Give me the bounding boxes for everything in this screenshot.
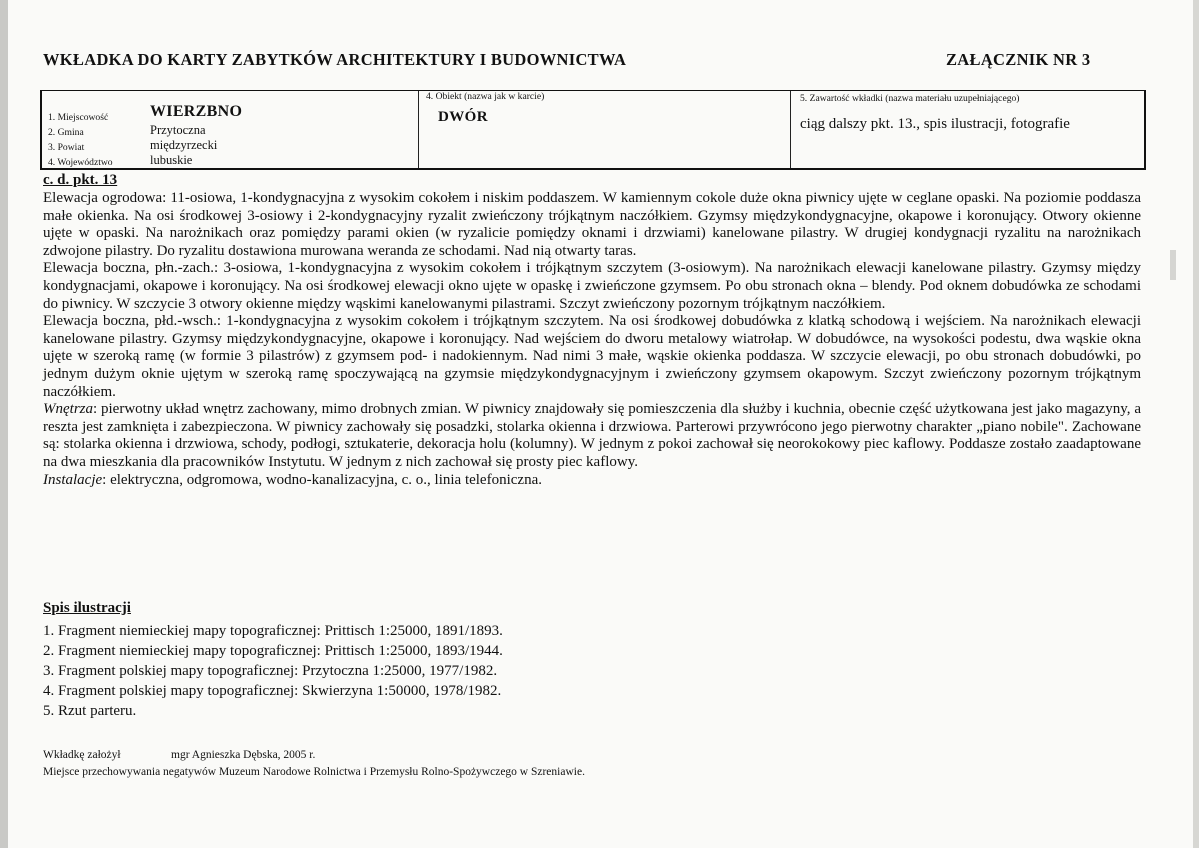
- illustrations-list: [43, 621, 503, 721]
- district-value: międzyrzecki: [150, 138, 218, 152]
- metadata-box: [40, 90, 1146, 170]
- paragraph-interiors: Wnętrza: pierwotny układ wnętrz zachowany, mimo drobnych zmian. W piwnicy znajdowały się pomieszczenia dla służby i kuchnia, obecnie część użytkowana jest jako magazyny, a reszta jest zamknięta i zabezpieczona. W piwnicy zachowały się posadzki, stolarka okienna i drzwiowa. Parterowi przywrócono jego pierwotny charakter „piano nobile". Zachowane są: stolarka okienna i drzwiowa, schody, podłogi, sztukaterie, dekoracja holu (kolumny). W jednym z pokoi zachował się neorokokowy piec kaflowy. Poddasze zostało zaadaptowane na dwa mieszkania dla pracowników Instytutu. W jednym z nich zachował się prosty piec kaflowy.: [43, 401, 1141, 470]
- author-value: mgr Agnieszka Dębska, 2005 r.: [171, 749, 316, 761]
- attachment-number: ZAŁĄCZNIK NR 3: [946, 50, 1091, 69]
- province-value: lubuskie: [150, 153, 193, 167]
- interiors-lead: Wnętrza: [43, 401, 93, 418]
- contents-value: ciąg dalszy pkt. 13., spis ilustracji, fotografie: [800, 116, 1070, 132]
- object-label: 4. Obiekt (nazwa jak w karcie): [426, 91, 545, 102]
- illustrations-heading: Spis ilustracji: [43, 600, 131, 616]
- list-item: 1. Fragment niemieckiej mapy topograficznej: Prittisch 1:25000, 1891/1893.: [43, 623, 503, 639]
- storage-line: Miejsce przechowywania negatywów Muzeum Narodowe Rolnictwa i Przemysłu Rolno-Spożywczego w Szreniawie.: [43, 766, 585, 778]
- paragraph-side-facade-se: Elewacja boczna, płd.-wsch.: 1-kondygnacyjna z wysokim cokołem i trójkątnym szczytem. Na osi środkowej dobudówka z klatką schodową i wejściem. Na narożnikach elewacji kanelowane pilastry. Gzymsy międzykondygnacyjne, okapowe i koronujący. Nad wejściem do dworu metalowy wiatrołap. W dobudówce, na wysokości podestu, dwa wąskie okna ujęte w szeroką ramę (w formie 3 pilastrów) z gzymsem pod- i nadokiennym. Nad nimi 3 małe, wąskie okienka poddasza. W szczycie elewacji, po obu stronach dobudówki, po jednym dużym oknie ujętym w szeroką ramę spoczywającą na gzymsie międzykondygnacyjnym i zwieńczony gzymsem okapowym. Szczyt zwieńczony pozornym trójkątnym naczółkiem.: [43, 313, 1141, 400]
- district-label: 3. Powiat: [48, 142, 85, 153]
- installations-lead: Instalacje: [43, 471, 103, 488]
- column-divider: [790, 91, 791, 168]
- author-line: [43, 749, 316, 761]
- description-body: [43, 190, 1141, 489]
- commune-label: 2. Gmina: [48, 127, 84, 138]
- province-label: 4. Województwo: [48, 157, 113, 168]
- section-heading: c. d. pkt. 13: [43, 172, 118, 188]
- commune-value: Przytoczna: [150, 123, 206, 137]
- list-item: 5. Rzut parteru.: [43, 703, 137, 719]
- list-item: 4. Fragment polskiej mapy topograficznej: Skwierzyna 1:50000, 1978/1982.: [43, 683, 502, 699]
- paragraph-installations: Instalacje: elektryczna, odgromowa, wodno-kanalizacyjna, c. o., linia telefoniczna.: [43, 471, 542, 488]
- list-item: 2. Fragment niemieckiej mapy topograficznej: Prittisch 1:25000, 1893/1944.: [43, 643, 503, 659]
- contents-label: 5. Zawartość wkładki (nazwa materiału uzupełniającego): [800, 93, 1020, 104]
- column-divider: [418, 91, 419, 168]
- list-item: 3. Fragment polskiej mapy topograficznej: Przytoczna 1:25000, 1977/1982.: [43, 663, 498, 679]
- object-value: DWÓR: [438, 109, 488, 125]
- paragraph-garden-facade: Elewacja ogrodowa: 11-osiowa, 1-kondygnacyjna z wysokim cokołem i niskim poddaszem. W kamiennym cokole duże okna piwnicy ujęte w ceglane opaski. Na poziomie poddasza małe okienka. Na osi środkowej 3-osiowy i 2-kondygnacyjny ryzalit zwieńczony trójkątnym naczółkiem. Gzymsy międzykondygnacyjne, okapowe i koronujący. Otwory okienne ujęte w opaski. Na narożnikach oraz pomiędzy parami okien (w ryzalicie pomiędzy oknami i drzwiami) kanelowane pilastry. W drugiej kondygnacji ryzalitu na narożnikach zdwojone pilastry. Do ryzalitu dostawiona murowana weranda ze schodami. Nad nią otwarty taras.: [43, 190, 1141, 259]
- author-label: Wkładkę założył: [43, 749, 121, 761]
- paragraph-side-facade-nw: Elewacja boczna, płn.-zach.: 3-osiowa, 1-kondygnacyjna z wysokim cokołem i trójkątnym szczytem (3-osiowym). Na narożnikach elewacji kanelowane pilastry. Gzymsy między kondygnacjami, okapowe i koronujący. Na osi środkowej elewacji okno ujęte w opaskę i zwieńczone gzymsem. Po obu stronach okna – blendy. Pod oknem dobudówka ze schodami do piwnicy. W szczycie 3 otwory okienne między wąskimi kanelowanymi pilastrami. Szczyt zwieńczony pozornym trójkątnym naczółkiem.: [43, 260, 1141, 312]
- scan-mark: [1170, 250, 1176, 280]
- location-value: WIERZBNO: [150, 103, 243, 120]
- scan-edge-right: [1193, 0, 1199, 848]
- scan-edge-left: [0, 0, 8, 848]
- location-label: 1. Miejscowość: [48, 112, 109, 123]
- document-title: WKŁADKA DO KARTY ZABYTKÓW ARCHITEKTURY I BUDOWNICTWA: [43, 50, 627, 69]
